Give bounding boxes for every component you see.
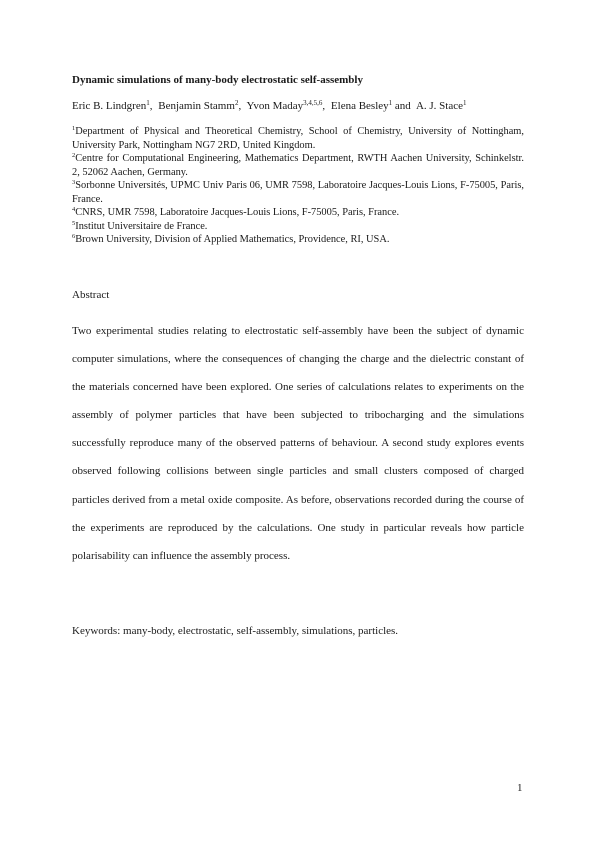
affiliation: $^5$Institut Universitaire de France. [72, 219, 208, 232]
author: A. J. Stace$^1$ [415, 99, 467, 112]
author-affiliation-marker: 3,4,5,6 [303, 99, 323, 107]
author-list [72, 99, 532, 113]
page-number: 1 [517, 782, 523, 794]
affiliation-list [72, 125, 524, 247]
abstract-body: Two experimental studies relating to electrostatic self-assembly have been the subject of dynamic computer simulations, where the consequences of changing the charge and the dielectric constant of the materials concerned have been explored. One series of calculations relates to experiments on the assembly of polymer particles that have been subjected to tribocharging and the simulations successfully reproduce many of the observed patterns of behaviour. A second study explores events observed following collisions between single particles and small clusters composed of charged particles derived from a metal oxide composite. As before, observations recorded during the course of the experiments are reproduced by the calculations. One study in particular reveals how particle polarisability can influence the assembly process. [72, 325, 524, 562]
author-affiliation-marker: 1 [388, 99, 393, 107]
paper-title: Dynamic simulations of many-body electrostatic self-assembly [72, 74, 363, 86]
author-affiliation-marker: 2 [234, 99, 239, 107]
affiliation: $^4$CNRS, UMR 7598, Laboratoire Jacques-Louis Lions, F-75005, Paris, France. [72, 206, 400, 218]
author: Yvon Maday$^{3,4,5,6}$, [246, 99, 326, 112]
affiliation: $^6$Brown University, Division of Applied Mathematics, Providence, RI, USA. [72, 233, 390, 245]
affiliation: $^1$Department of Physical and Theoretical Chemistry, School of Chemistry, University of Nottingham, University Park, Nottingham NG7 2RD, United Kingdom. [72, 125, 524, 151]
author: Elena Besley$^1$ and [330, 99, 411, 112]
author: Eric B. Lindgren$^1$, [72, 99, 153, 112]
author-affiliation-marker: 1 [463, 99, 467, 107]
affiliation: $^2$Centre for Computational Engineering, Mathematics Department, RWTH Aachen University, Schinkelstr. 2, 52062 Aachen, Germany. [72, 152, 524, 178]
abstract-heading: Abstract [72, 289, 110, 301]
affiliation: $^3$Sorbonne Universités, UPMC Univ Paris 06, UMR 7598, Laboratoire Jacques-Louis Lions, F-75005, Paris, France. [72, 179, 524, 205]
author: Benjamin Stamm$^2$, [158, 99, 242, 112]
keywords: Keywords: many-body, electrostatic, self-assembly, simulations, particles. [72, 625, 399, 637]
author-affiliation-marker: 1 [146, 99, 150, 107]
